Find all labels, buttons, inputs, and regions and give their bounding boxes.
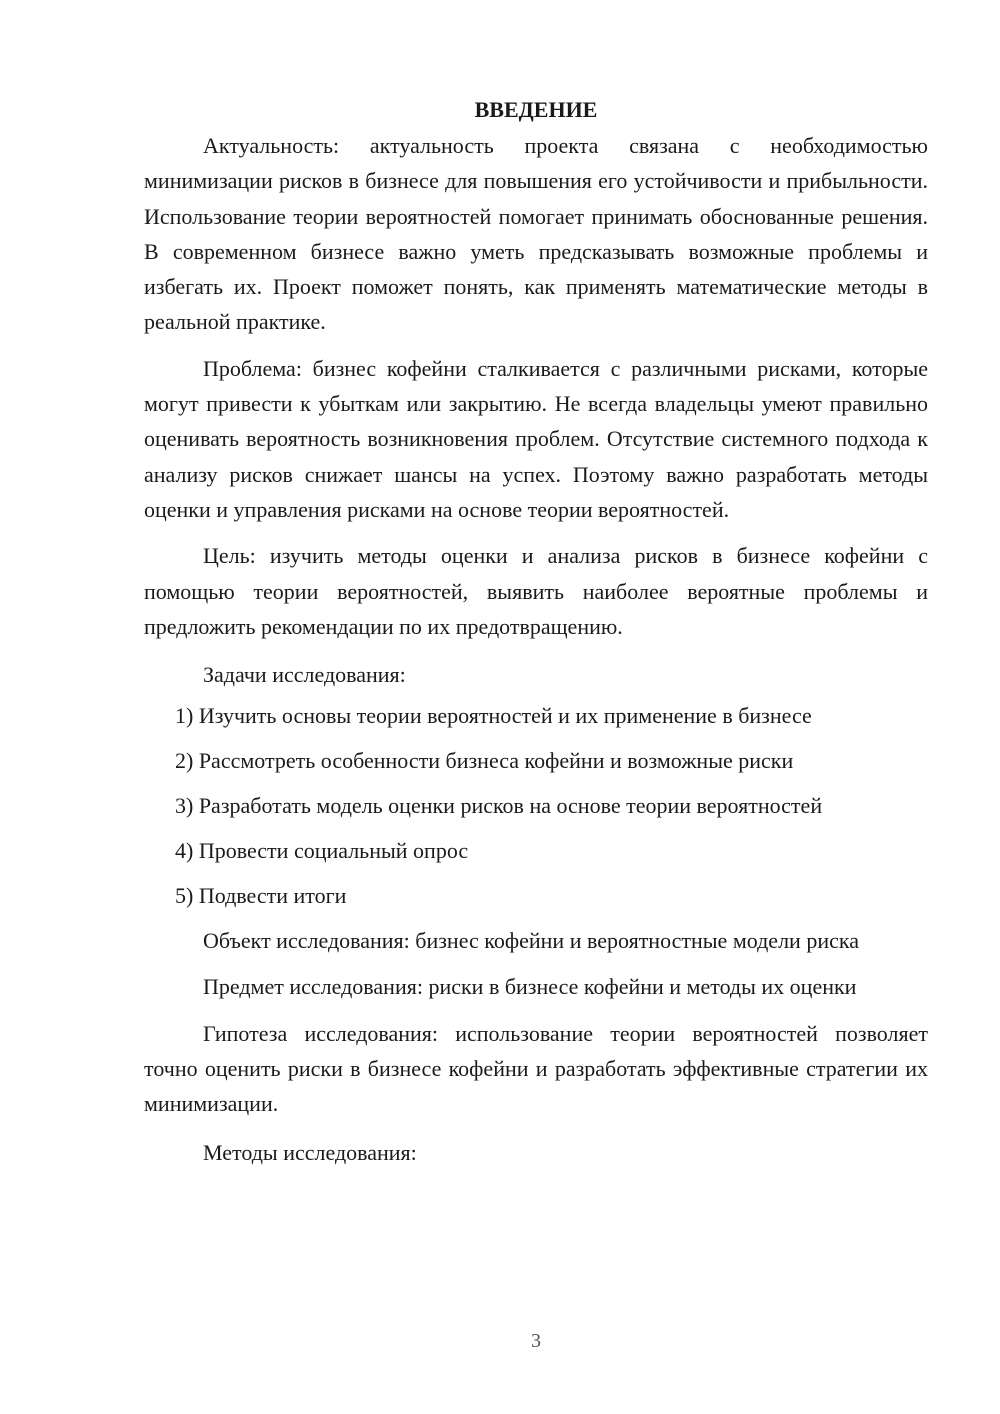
list-item: 3) Разработать модель оценки рисков на основе теории вероятностей <box>175 793 823 819</box>
tasks-list <box>144 698 928 913</box>
list-item: 4) Провести социальный опрос <box>175 838 469 864</box>
tasks-heading: Задачи исследования: <box>203 662 406 688</box>
list-item: 5) Подвести итоги <box>175 883 347 909</box>
paragraph-object: Объект исследования: бизнес кофейни и вероятностные модели риска <box>203 928 859 954</box>
list-item: 1) Изучить основы теории вероятностей и их применение в бизнесе <box>175 703 812 729</box>
list-item: 2) Рассмотреть особенности бизнеса кофейни и возможные риски <box>175 748 794 774</box>
page-number: 3 <box>531 1330 541 1352</box>
document-page <box>144 92 928 1170</box>
paragraph-subject: Предмет исследования: риски в бизнесе кофейни и методы их оценки <box>203 974 857 1000</box>
section-title: ВВЕДЕНИЕ <box>474 97 598 122</box>
methods-heading: Методы исследования: <box>203 1139 417 1165</box>
paragraph-problem: Проблема: бизнес кофейни сталкивается с различными рисками, которые могут привести к убыткам или закрытию. Не всегда владельцы умеют правильно оценивать вероятность возникновения проблем. Отсутствие системного подхода к анализу рисков снижает шансы на успех. Поэтому важно разработать методы оценки и управления рисками на основе теории вероятностей. <box>144 355 928 522</box>
paragraph-relevance: Актуальность: актуальность проекта связана с необходимостью минимизации рисков в бизнесе для повышения его устойчивости и прибыльности. Использование теории вероятностей помогает принимать обоснованные решения. В современном бизнесе важно уметь предсказывать возможные проблемы и избегать их. Проект поможет понять, как применять математические методы в реальной практике. <box>144 133 928 335</box>
paragraph-goal: Цель: изучить методы оценки и анализа рисков в бизнесе кофейни с помощью теории вероятностей, выявить наиболее вероятные проблемы и предложить рекомендации по их предотвращению. <box>144 543 928 639</box>
paragraph-hypothesis: Гипотеза исследования: использование теории вероятностей позволяет точно оценить риски в бизнесе кофейни и разработать эффективные стратегии их минимизации. <box>144 1020 928 1117</box>
